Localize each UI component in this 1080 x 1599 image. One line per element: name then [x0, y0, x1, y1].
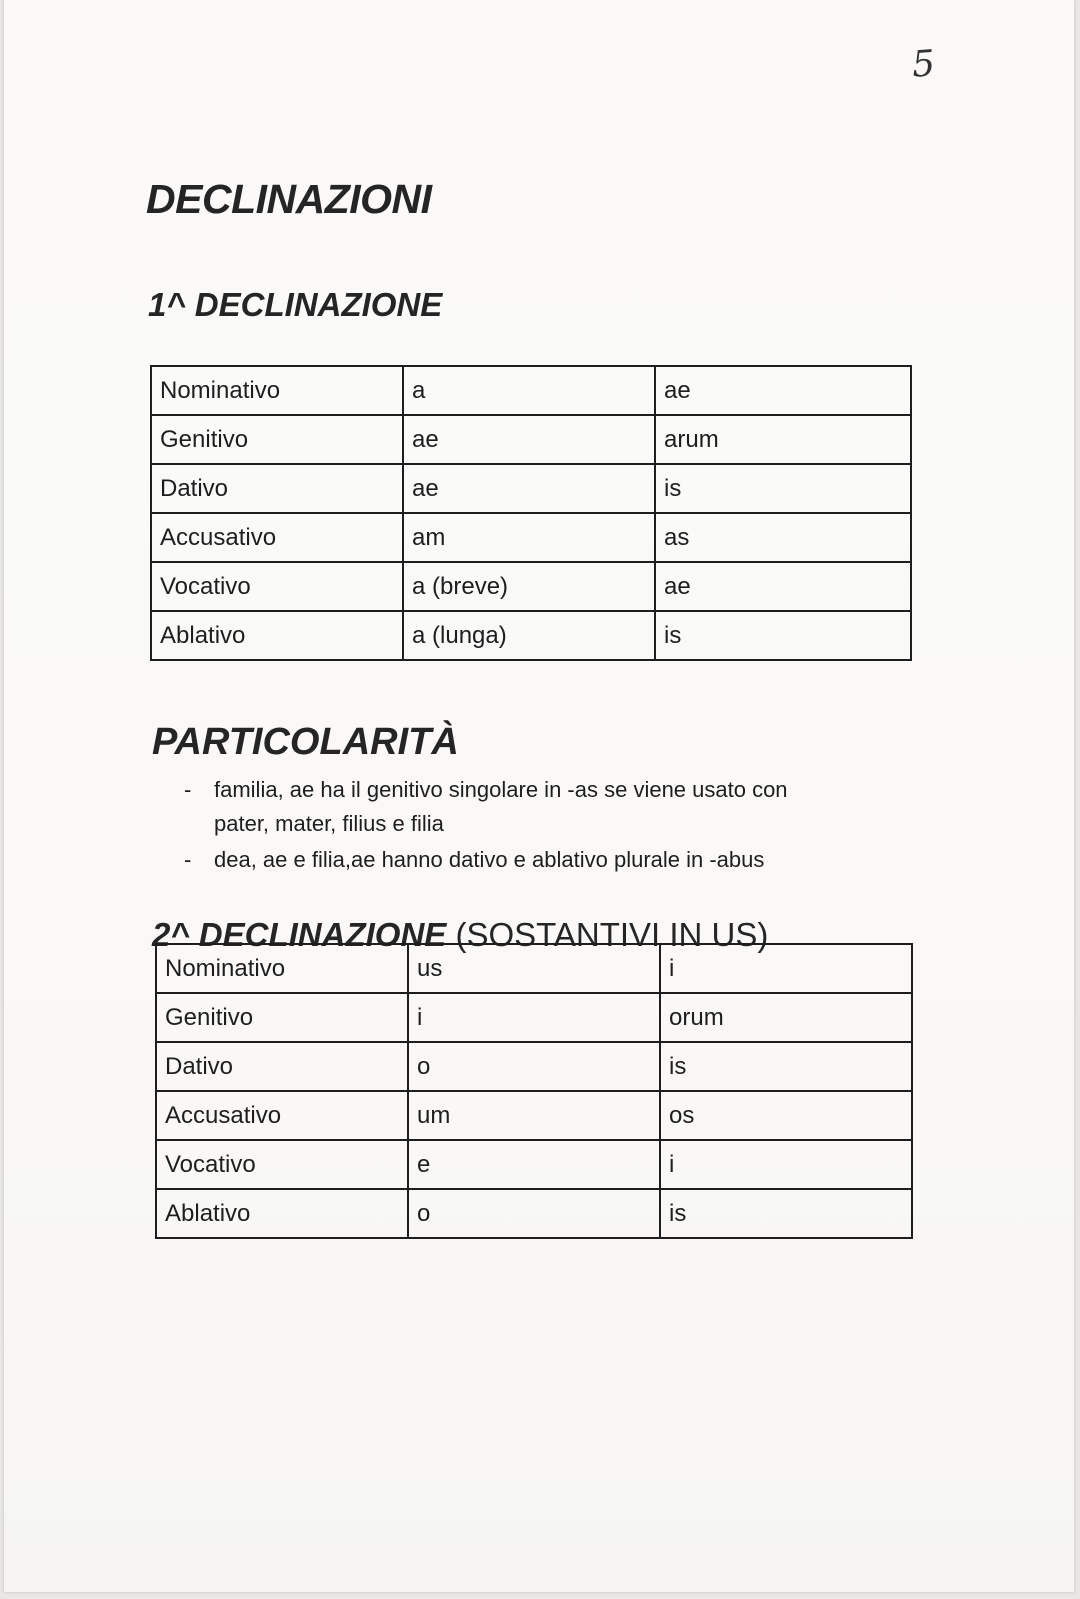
singular-ending-cell: a: [403, 366, 655, 415]
singular-ending-cell: ae: [403, 415, 655, 464]
singular-ending-cell: o: [408, 1189, 660, 1238]
singular-ending-cell: um: [408, 1091, 660, 1140]
table-row: [156, 1091, 912, 1140]
second-declension-heading-main: 2^ DECLINAZIONE: [152, 916, 447, 953]
case-cell: Nominativo: [156, 944, 408, 993]
case-cell: Genitivo: [151, 415, 403, 464]
table-row: [151, 513, 911, 562]
case-cell: Ablativo: [156, 1189, 408, 1238]
list-item: [180, 842, 900, 878]
list-item-line: pater, mater, filius e filia: [214, 811, 444, 836]
case-cell: Accusativo: [151, 513, 403, 562]
first-declension-heading: 1^ DECLINAZIONE: [148, 286, 443, 323]
table-row: [156, 1042, 912, 1091]
list-item-line: - familia, ae ha il genitivo singolare in -as se viene usato con: [214, 777, 788, 802]
page-title: DECLINAZIONI: [146, 176, 432, 222]
singular-ending-cell: a (lunga): [403, 611, 655, 660]
table-row: [156, 993, 912, 1042]
list-item: [180, 772, 900, 842]
table-row: [151, 611, 911, 660]
case-cell: Accusativo: [156, 1091, 408, 1140]
plural-ending-cell: is: [660, 1042, 912, 1091]
particolarita-heading: PARTICOLARITÀ: [152, 721, 459, 763]
plural-ending-cell: i: [660, 1140, 912, 1189]
page-sheet: [4, 0, 1074, 1592]
case-cell: Vocativo: [156, 1140, 408, 1189]
first-declension-table: [150, 365, 912, 661]
page-number: 5: [910, 43, 937, 86]
plural-ending-cell: as: [655, 513, 911, 562]
singular-ending-cell: o: [408, 1042, 660, 1091]
case-cell: Ablativo: [151, 611, 403, 660]
particolarita-list: [180, 772, 900, 878]
plural-ending-cell: i: [660, 944, 912, 993]
singular-ending-cell: am: [403, 513, 655, 562]
plural-ending-cell: is: [655, 611, 911, 660]
singular-ending-cell: e: [408, 1140, 660, 1189]
plural-ending-cell: ae: [655, 366, 911, 415]
singular-ending-cell: ae: [403, 464, 655, 513]
table-row: [151, 464, 911, 513]
table-row: [156, 1140, 912, 1189]
plural-ending-cell: ae: [655, 562, 911, 611]
case-cell: Vocativo: [151, 562, 403, 611]
second-declension-heading-suffix: (SOSTANTIVI IN US): [446, 916, 769, 953]
plural-ending-cell: orum: [660, 993, 912, 1042]
table-row: [156, 944, 912, 993]
case-cell: Dativo: [151, 464, 403, 513]
singular-ending-cell: us: [408, 944, 660, 993]
second-declension-table: [155, 943, 913, 1239]
plural-ending-cell: arum: [655, 415, 911, 464]
plural-ending-cell: os: [660, 1091, 912, 1140]
table-row: [151, 415, 911, 464]
table-row: [156, 1189, 912, 1238]
plural-ending-cell: is: [655, 464, 911, 513]
plural-ending-cell: is: [660, 1189, 912, 1238]
singular-ending-cell: a (breve): [403, 562, 655, 611]
case-cell: Dativo: [156, 1042, 408, 1091]
table-row: [151, 562, 911, 611]
case-cell: Nominativo: [151, 366, 403, 415]
singular-ending-cell: i: [408, 993, 660, 1042]
list-item-line: - dea, ae e filia,ae hanno dativo e ablativo plurale in -abus: [214, 847, 765, 872]
case-cell: Genitivo: [156, 993, 408, 1042]
table-row: [151, 366, 911, 415]
